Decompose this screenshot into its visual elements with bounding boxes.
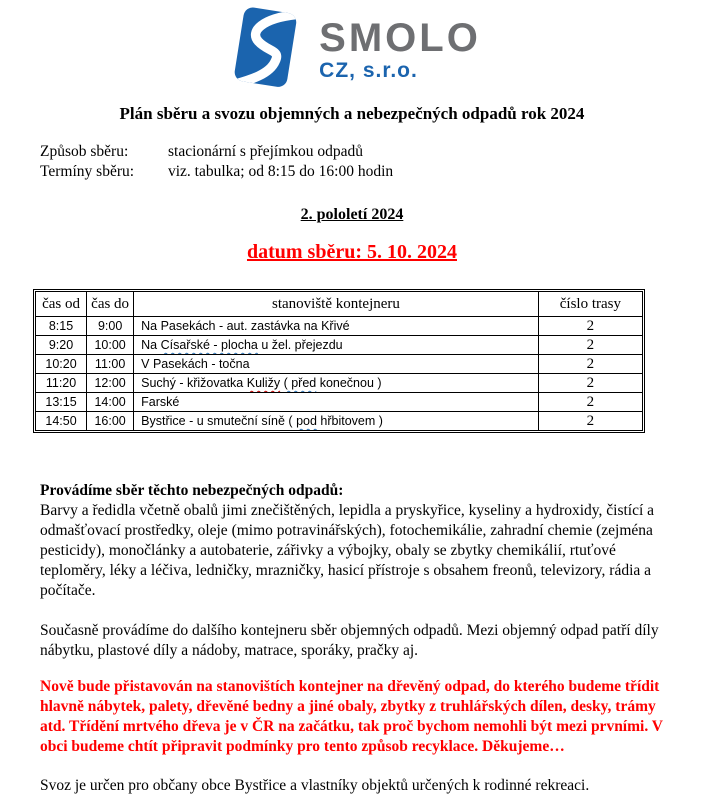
table-header-cell: číslo trasy [538,292,642,317]
table-header-cell: stanoviště kontejneru [134,292,539,317]
station-text: Císařské - plocha [160,338,258,352]
logo-company-name: SMOLO [319,15,481,60]
time-from-cell: 8:15 [36,317,87,336]
bulky-waste-paragraph: Současně provádíme do dalšího kontejneru sběr objemných odpadů. Mezi objemný odpad patří díly nábytku, plastové díly a nádoby, matrace, sporáky, pračky aj. [40,622,659,659]
period-heading: 2. pololetí 2024 [300,206,404,223]
table-row [36,355,643,374]
station-text: ( před [283,376,317,390]
station-text: Bystřice - u smuteční síně ( [141,414,297,428]
station-text: V Pasekách - točna [141,357,250,371]
route-number-cell: 2 [538,336,642,355]
station-text: Farské [141,395,180,409]
logo-company-suffix: CZ, s.r.o. [319,58,418,82]
info-row-method [40,142,704,162]
time-to-cell: 16:00 [87,412,134,431]
table-row [36,412,643,431]
time-to-cell: 12:00 [87,374,134,393]
collection-info [40,142,704,182]
info-value: stacionární s přejímkou odpadů [168,143,363,160]
smolo-logo-icon [223,6,307,92]
station-text: pod [296,414,317,428]
time-to-cell: 10:00 [87,336,134,355]
collection-date-heading: datum sběru: 5. 10. 2024 [246,241,457,263]
station-text: Na Pasekách - aut. zastávka na Křivé [141,319,350,333]
route-number-cell: 2 [538,393,642,412]
table-header-cell: čas do [87,292,134,317]
time-from-cell: 14:50 [36,412,87,431]
document-title: Plán sběru a svozu objemných a nebezpečných odpadů rok 2024 [119,104,585,123]
info-label: Termíny sběru: [40,163,135,180]
route-number-cell: 2 [538,355,642,374]
hazardous-waste-heading: Provádíme sběr těchto nebezpečných odpadů: [40,482,344,499]
info-value: viz. tabulka; od 8:15 do 16:00 hodin [168,163,394,180]
wood-waste-notice: Nově bude přistavován na stanovištích kontejner na dřevěný odpad, do kterého budeme třídit hlavně nábytek, palety, dřevěné bedny a jiné obaly, zbytky z truhlářských dílen, desky, trámy atd. Třídění mrtvého dřeva je v ČR na začátku, tak proč bychom nemohli být mezi prvními. V obci budeme chtít připravit podmínky pro tento způsob recyklace. Děkujeme… [40,678,663,755]
time-from-cell: 10:20 [36,355,87,374]
station-cell [134,355,539,374]
table-row [36,336,643,355]
station-text: Suchý - křižovatka [141,376,247,390]
station-cell [134,317,539,336]
info-label: Způsob sběru: [40,143,129,160]
station-text: konečnou ) [316,376,382,390]
time-to-cell: 9:00 [87,317,134,336]
route-number-cell: 2 [538,317,642,336]
station-cell [134,336,539,355]
schedule-table [35,291,643,431]
hazardous-waste-body: Barvy a ředidla včetně obalů jimi znečištěných, lepidla a pryskyřice, kyseliny a hydroxidy, čistící a odmašťovací prostředky, oleje (mimo potravinářských), fotochemikálie, zahradní chemie (zejména pesticidy), monočlánky a autobaterie, zářivky a výbojky, obaly se zbytky chemikálií, rtuťové teploměry, léky a léčiva, ledničky, mrazničky, hasicí přístroje s obsahem freonů, televizory, rádia a počítače. [40,502,655,599]
table-row [36,393,643,412]
table-header-row [36,292,643,317]
company-logo [0,0,704,92]
route-number-cell: 2 [538,412,642,431]
station-cell [134,374,539,393]
station-cell [134,412,539,431]
footer-paragraph: Svoz je určen pro občany obce Bystřice a vlastníky objektů určených k rodinné rekreaci. [40,777,590,794]
time-from-cell: 11:20 [36,374,87,393]
station-text: u žel. přejezdu [257,338,343,352]
logo-text [319,15,481,82]
time-to-cell: 11:00 [87,355,134,374]
time-from-cell: 9:20 [36,336,87,355]
station-text: Na [141,338,161,352]
table-row [36,317,643,336]
info-row-dates [40,162,704,182]
table-row [36,374,643,393]
hazardous-waste-section [40,481,666,601]
time-to-cell: 14:00 [87,393,134,412]
route-number-cell: 2 [538,374,642,393]
station-cell [134,393,539,412]
station-text: hřbitovem ) [316,414,383,428]
station-text: Kuližy [246,376,281,390]
time-from-cell: 13:15 [36,393,87,412]
schedule-table-frame [33,289,645,433]
table-header-cell: čas od [36,292,87,317]
